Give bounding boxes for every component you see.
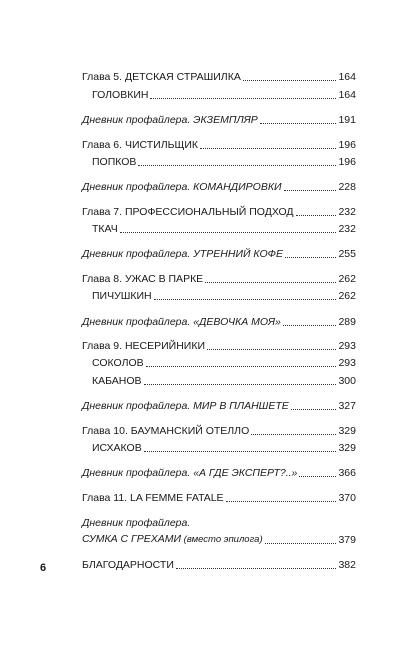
dot-leader: [120, 232, 337, 233]
dot-leader: [176, 568, 337, 569]
dot-leader: [243, 80, 337, 81]
entry-title: Глава 9. НЕСЕРИЙНИКИ: [82, 340, 206, 352]
entry-title: [82, 113, 258, 127]
entry-title: [82, 466, 297, 480]
dot-leader: [154, 299, 337, 300]
entry-page: 232: [338, 206, 356, 218]
dot-leader: [144, 384, 337, 385]
toc-entry-chapter-7: [82, 203, 356, 219]
entry-page: 228: [338, 181, 356, 193]
dot-leader: [200, 148, 336, 149]
toc-entry-golovkin: [82, 86, 356, 102]
diary-prefix: Дневник профайлера.: [82, 467, 194, 479]
toc-entry-chapter-6: [82, 136, 356, 152]
toc-entry-diary-6: [82, 464, 356, 480]
entry-page: 255: [338, 248, 356, 260]
entry-title: [82, 247, 283, 261]
diary-prefix: Дневник профайлера.: [82, 181, 194, 193]
diary-prefix: Дневник профайлера.: [82, 248, 194, 260]
dot-leader: [283, 325, 337, 326]
dot-leader: [144, 451, 337, 452]
entry-page: 370: [338, 492, 356, 504]
toc-entry-diary-7: [82, 531, 356, 547]
entry-page: 366: [338, 467, 356, 479]
page-number: 6: [40, 562, 47, 574]
toc-entry-chapter-10: [82, 422, 356, 438]
dot-leader: [150, 98, 336, 99]
entry-page: 196: [338, 139, 356, 151]
dot-leader: [138, 165, 336, 166]
diary-title: «ДЕВОЧКА МОЯ»: [193, 316, 281, 328]
entry-page: 300: [338, 375, 356, 387]
entry-page: 293: [338, 357, 356, 369]
dot-leader: [299, 476, 336, 477]
entry-title: ТКАЧ: [92, 223, 118, 235]
toc-entry-diary-4: [82, 313, 356, 329]
diary-title: «А ГДЕ ЭКСПЕРТ?..»: [193, 467, 298, 479]
toc-entry-acknowledgements: [82, 556, 356, 572]
entry-page: 164: [338, 71, 356, 83]
entry-page: 327: [338, 400, 356, 412]
entry-page: 262: [338, 273, 356, 285]
toc-entry-diary-2: [82, 178, 356, 194]
toc-entry-pichushkin: [82, 287, 356, 303]
dot-leader: [284, 190, 337, 191]
diary-title: КОМАНДИРОВКИ: [193, 181, 282, 193]
entry-page: 262: [338, 290, 356, 302]
entry-title: ГОЛОВКИН: [92, 89, 149, 101]
entry-title: БЛАГОДАРНОСТИ: [82, 559, 174, 571]
toc-entry-popkov: [82, 153, 356, 169]
diary-title: УТРЕННИЙ КОФЕ: [193, 248, 283, 260]
entry-page: 289: [338, 316, 356, 328]
entry-page: 382: [338, 559, 356, 571]
entry-page: 329: [338, 442, 356, 454]
diary-prefix: Дневник профайлера.: [82, 400, 194, 412]
entry-title: [82, 532, 263, 547]
entry-title: СОКОЛОВ: [92, 357, 144, 369]
dot-leader: [265, 543, 337, 544]
dot-leader: [296, 215, 337, 216]
diary-prefix: Дневник профайлера.: [82, 114, 194, 126]
diary-subtitle: (вместо эпилога): [181, 534, 263, 545]
toc-entry-diary-1: [82, 111, 356, 127]
entry-title: ИСХАКОВ: [92, 442, 142, 454]
toc-entry-kabanov: [82, 372, 356, 388]
toc-entry-diary-3: [82, 245, 356, 261]
dot-leader: [285, 257, 336, 258]
toc-entry-chapter-8: [82, 270, 356, 286]
entry-title: КАБАНОВ: [92, 375, 142, 387]
dot-leader: [291, 409, 337, 410]
dot-leader: [226, 501, 337, 502]
dot-leader: [205, 282, 336, 283]
entry-page: 164: [338, 89, 356, 101]
entry-page: 196: [338, 156, 356, 168]
entry-title: Глава 6. ЧИСТИЛЬЩИК: [82, 139, 198, 151]
entry-title: ПИЧУШКИН: [92, 290, 152, 302]
diary-prefix: Дневник профайлера.: [82, 316, 194, 328]
entry-title: Глава 7. ПРОФЕССИОНАЛЬНЫЙ ПОДХОД: [82, 206, 294, 218]
entry-title: [82, 315, 281, 329]
entry-title: Глава 5. ДЕТСКАЯ СТРАШИЛКА: [82, 71, 241, 83]
entry-title: Глава 11. LA FEMME FATALE: [82, 492, 224, 504]
dot-leader: [207, 349, 336, 350]
entry-page: 379: [338, 534, 356, 546]
dot-leader: [260, 123, 337, 124]
toc-entry-sokolov: [82, 354, 356, 370]
entry-title: ПОПКОВ: [92, 156, 137, 168]
diary-7-prefix: Дневник профайлера.: [82, 517, 191, 529]
toc-entry-chapter-11: [82, 489, 356, 505]
entry-title: Глава 8. УЖАС В ПАРКЕ: [82, 273, 204, 285]
toc-entry-chapter-5: [82, 68, 356, 84]
toc-entry-diary-5: [82, 397, 356, 413]
dot-leader: [251, 434, 336, 435]
toc-entry-iskhakov: [82, 439, 356, 455]
diary-title: СУМКА С ГРЕХАМИ: [82, 533, 182, 545]
toc-entry-tkach: [82, 220, 356, 236]
entry-page: 329: [338, 425, 356, 437]
diary-title: ЭКЗЕМПЛЯР: [193, 114, 258, 126]
entry-page: 232: [338, 223, 356, 235]
entry-title: Глава 10. БАУМАНСКИЙ ОТЕЛЛО: [82, 425, 250, 437]
diary-title: МИР В ПЛАНШЕТЕ: [193, 400, 289, 412]
entry-page: 293: [338, 340, 356, 352]
entry-page: 191: [338, 114, 356, 126]
entry-title: [82, 399, 289, 413]
entry-title: [82, 180, 282, 194]
dot-leader: [146, 366, 337, 367]
toc-entry-chapter-9: [82, 337, 356, 353]
table-of-contents: [82, 0, 356, 646]
